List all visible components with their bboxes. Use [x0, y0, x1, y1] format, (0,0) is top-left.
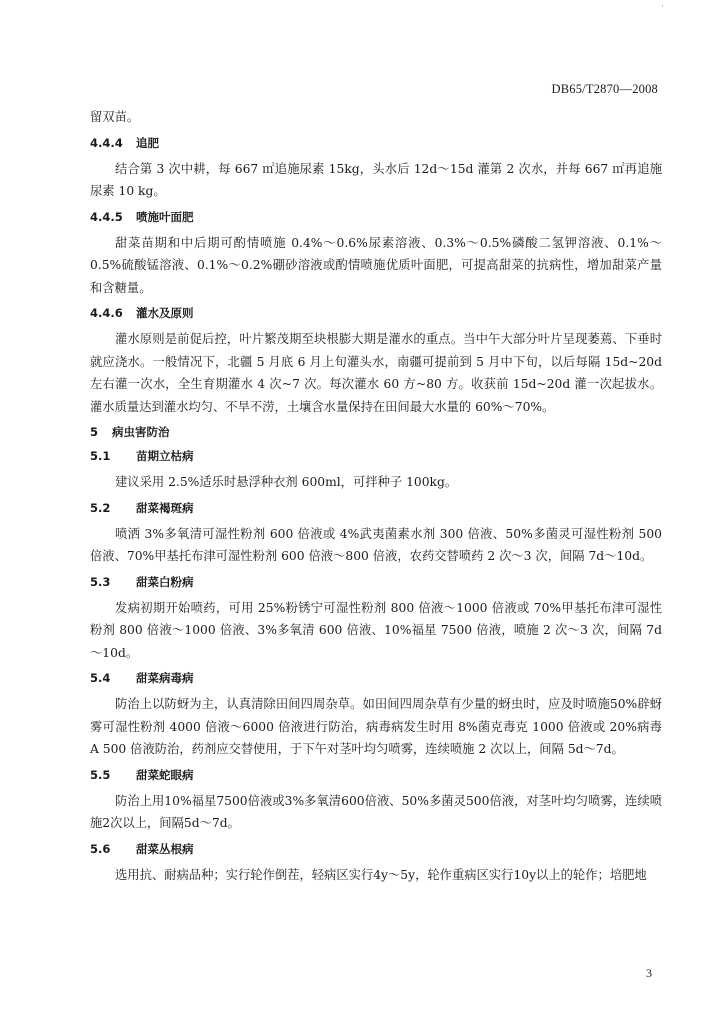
paragraph: 选用抗、耐病品种；实行轮作倒茬，轻病区实行4y～5y，轮作重病区实行10y以上的轮作；培肥地: [115, 867, 647, 882]
heading-title: 甜菜蛇眼病: [136, 767, 194, 782]
heading-title: 甜菜白粉病: [136, 574, 194, 589]
heading-title: 喷施叶面肥: [136, 209, 194, 224]
paragraph: 甜菜苗期和中后期可酌情喷施 0.4%～0.6%尿素溶液、0.3%～0.5%磷酸二氢钾溶液、0.1%～0.5%硫酸锰溶液、0.1%～0.2%硼砂溶液或酌情喷施优质叶面肥，可提高甜菜的抗病性，增加甜菜产量和含糖量。: [90, 235, 662, 295]
heading-title: 追肥: [136, 135, 159, 150]
paragraph: 喷洒 3%多氧清可湿性粉剂 600 倍液或 4%武夷菌素水剂 300 倍液、50%多菌灵可湿性粉剂 500 倍液、70%甲基托布津可湿性粉剂 600 倍液～800 倍液，农药交替喷药 2 次～3 次，间隔 7d～10d。: [90, 526, 662, 563]
heading-number: 4.4.4: [90, 135, 123, 150]
heading-number: 5.3: [90, 574, 111, 589]
heading-4-4-5: [90, 208, 662, 226]
document-code: DB65/T2870—2008: [551, 82, 658, 96]
heading-number: 5.4: [90, 671, 111, 685]
heading-5-2: [90, 499, 662, 517]
heading-title: 甜菜丛根病: [136, 841, 194, 856]
heading-5-6: [90, 840, 662, 858]
heading-number: 5.6: [90, 841, 111, 856]
heading-5-5: [90, 766, 662, 784]
paragraph: 结合第 3 次中耕，每 667 ㎡追施尿素 15kg，头水后 12d～15d 灌第 2 次水，并每 667 ㎡再追施尿素 10 kg。: [90, 161, 662, 198]
heading-title: 甜菜褐斑病: [136, 500, 194, 515]
heading-5-3: [90, 573, 662, 591]
paragraph: 防治上以防蚜为主，认真清除田间四周杂草。如田间四周杂草有少量的蚜虫时，应及时喷施50%辟蚜雾可湿性粉剂 4000 倍液～6000 倍液进行防治，病毒病发生时用 8%菌克毒克 1000 倍液或 20%病毒 A 500 倍液防治，药剂应交替使用，于下午对茎叶均匀喷雾，连续喷施 2 次以上，间隔 5d～7d。: [90, 697, 662, 756]
heading-number: 4.4.6: [90, 306, 123, 320]
heading-4-4-4: [90, 134, 662, 152]
heading-number: 5.2: [90, 500, 111, 515]
heading-number: 5.1: [90, 449, 111, 463]
heading-number: 5.5: [90, 767, 111, 782]
heading-5-1: [90, 447, 662, 465]
paragraph: 建议采用 2.5%适乐时悬浮种衣剂 600ml，可拌种子 100kg。: [115, 475, 458, 489]
heading-number: 4.4.5: [90, 209, 123, 224]
paragraph: 灌水原则是前促后控，叶片繁茂期至块根膨大期是灌水的重点。当中午大部分叶片呈现萎蔫、下垂时就应浇水。一般情况下，北疆 5 月底 6 月上旬灌头水，南疆可提前到 5 月中下旬，以后每隔 15d~20d 左右灌一次水，全生育期灌水 4 次~7 次。每次灌水 60 方~80 方。收获前 15d~20d 灌一次起拔水。灌水质量达到灌水均匀、不旱不涝，土壤含水量保持在田间最大水量的 60%～70%。: [90, 332, 662, 414]
paragraph: 发病初期开始喷药，可用 25%粉锈宁可湿性粉剂 800 倍液～1000 倍液或 70%甲基托布津可湿性粉剂 800 倍液～1000 倍液、3%多氧清 600 倍液、10%福星 7500 倍液，喷施 2 次～3 次，间隔 7d～10d。: [90, 600, 662, 660]
page-number: 3: [646, 966, 652, 980]
intro-line: 留双苗。: [90, 110, 140, 124]
heading-title: 灌水及原则: [136, 306, 194, 320]
page-content: [90, 106, 662, 891]
heading-5-4: [90, 669, 662, 687]
heading-number: 5: [90, 425, 99, 439]
corner-mark: ·: [661, 2, 664, 12]
heading-5: [90, 423, 662, 441]
heading-4-4-6: [90, 304, 662, 322]
heading-title: 苗期立枯病: [136, 449, 194, 463]
heading-title: 甜菜病毒病: [136, 671, 194, 685]
paragraph: 防治上用10%福星7500倍液或3%多氧清600倍液、50%多菌灵500倍液，对茎叶均匀喷雾，连续喷施2次以上，间隔5d～7d。: [90, 793, 662, 830]
heading-title: 病虫害防治: [112, 425, 170, 439]
